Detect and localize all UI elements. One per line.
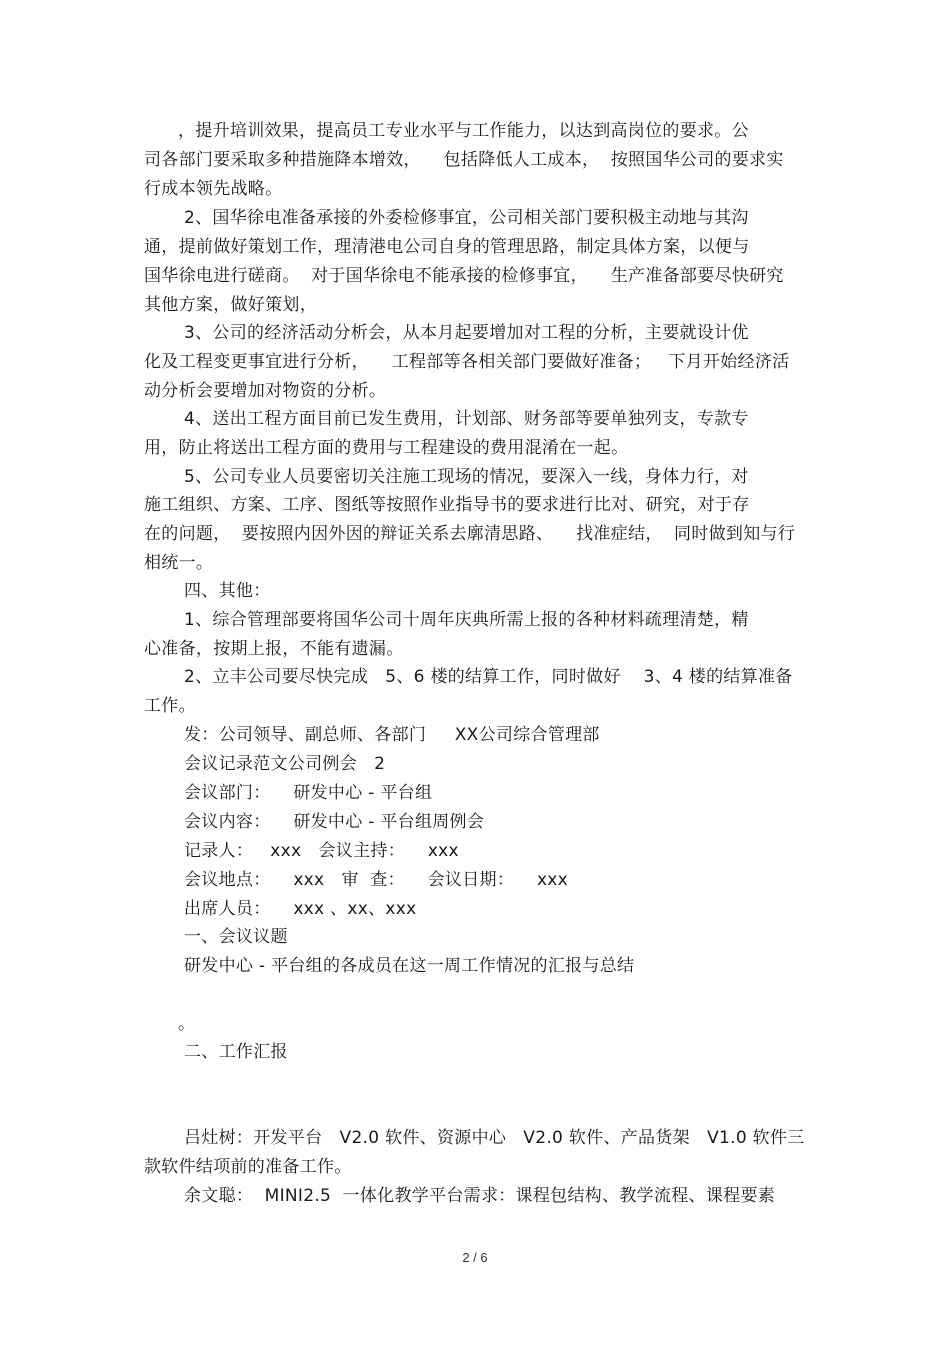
meeting-location: 会议地点： xxx 审 查： 会议日期： xxx <box>184 870 569 890</box>
text-line: 相统一。 <box>144 553 214 573</box>
page-number: 2 / 6 <box>462 1250 488 1265</box>
section-heading: 四、其他： <box>184 581 271 601</box>
text-line: 4、送出工程方面目前已发生费用，计划部、财务部等要单独列支，专款专 <box>184 409 749 429</box>
text-line: 余文聪： MINI2.5 一体化教学平台需求：课程包结构、教学流程、课程要素 <box>184 1186 776 1206</box>
text-line: 2、立丰公司要尽快完成 5、6 楼的结算工作，同时做好 3、4 楼的结算准备 <box>184 667 793 687</box>
text-line: 3、公司的经济活动分析会，从本月起要增加对工程的分析，主要就设计优 <box>184 323 749 343</box>
text-line: 其他方案，做好策划， <box>144 295 317 315</box>
text-line: 在的问题， 要按照内因外因的辩证关系去廓清思路、 找准症结， 同时做到知与行 <box>144 524 796 544</box>
section-heading: 二、工作汇报 <box>184 1042 288 1062</box>
text-line: 通，提前做好策划工作，理清港电公司自身的管理思路，制定具体方案，以便与 <box>144 237 750 257</box>
text-line: 。 <box>178 1014 196 1034</box>
meeting-attendees: 出席人员： xxx 、xx、xxx <box>184 899 417 919</box>
meeting-department: 会议部门： 研发中心 - 平台组 <box>184 783 433 803</box>
text-line: 司各部门要采取多种措施降本增效， 包括降低人工成本， 按照国华公司的要求实 <box>144 150 784 170</box>
text-line: 化及工程变更事宜进行分析， 工程部等各相关部门要做好准备； 下月开始经济活 <box>144 352 790 372</box>
text-line: 国华徐电进行磋商。 对于国华徐电不能承接的检修事宜， 生产准备部要尽快研究 <box>144 266 784 286</box>
text-line: 施工组织、方案、工序、图纸等按照作业指导书的要求进行比对、研究，对于存 <box>144 495 750 515</box>
section-heading: 一、会议议题 <box>184 927 288 947</box>
text-line: 行成本领先战略。 <box>144 179 283 199</box>
text-line: 吕灶树：开发平台 V2.0 软件、资源中心 V2.0 软件、产品货架 V1.0 软件三 <box>184 1128 805 1148</box>
text-line: 2、国华徐电准备承接的外委检修事宜，公司相关部门要积极主动地与其沟 <box>184 208 749 228</box>
meeting-content: 会议内容： 研发中心 - 平台组周例会 <box>184 812 485 832</box>
text-line: ，提升培训效果，提高员工专业水平与工作能力，以达到高岗位的要求。公 <box>178 121 749 141</box>
distribution-line: 发：公司领导、副总师、各部门 XX公司综合管理部 <box>184 725 600 745</box>
text-line: 心准备，按期上报，不能有遗漏。 <box>144 639 404 659</box>
text-line: 动分析会要增加对物资的分析。 <box>144 381 387 401</box>
meeting-recorder: 记录人： xxx 会议主持： xxx <box>184 841 459 861</box>
meeting-title: 会议记录范文公司例会 2 <box>184 754 386 774</box>
text-line: 用，防止将送出工程方面的费用与工程建设的费用混淆在一起。 <box>144 438 629 458</box>
text-line: 款软件结项前的准备工作。 <box>144 1157 352 1177</box>
text-line: 研发中心 - 平台组的各成员在这一周工作情况的汇报与总结 <box>184 956 635 976</box>
text-line: 5、公司专业人员要密切关注施工现场的情况，要深入一线，身体力行，对 <box>184 467 749 487</box>
text-line: 1、综合管理部要将国华公司十周年庆典所需上报的各种材料疏理清楚，精 <box>184 610 749 630</box>
text-line: 工作。 <box>144 696 196 716</box>
